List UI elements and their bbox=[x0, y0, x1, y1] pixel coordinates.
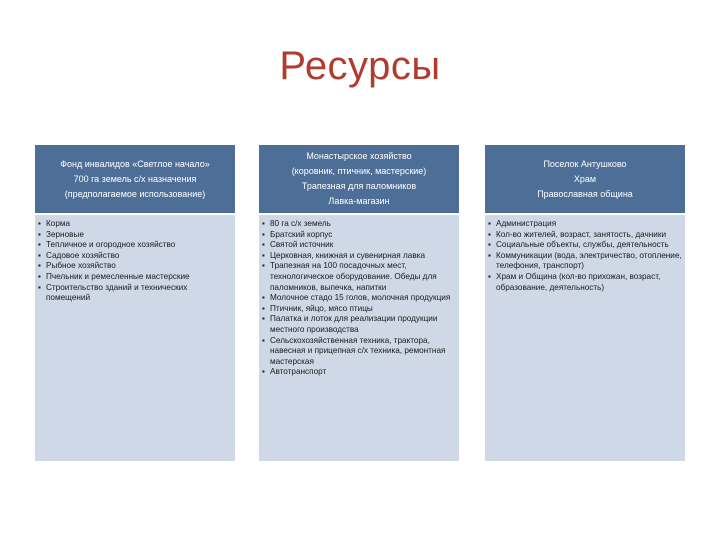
list-item: ▪ Социальные объекты, службы, деятельность bbox=[488, 240, 682, 251]
list-item: ▪ Трапезная на 100 посадочных мест, технологическое оборудование. Обеды для паломников, выпечка, напитки bbox=[262, 261, 456, 293]
list-item: ▪ 80 га с/х земель bbox=[262, 219, 456, 230]
header-line: Фонд инвалидов «Светлое начало» bbox=[60, 158, 210, 169]
column-header bbox=[35, 145, 235, 213]
list-item: ▪ Святой источник bbox=[262, 240, 456, 251]
resource-list bbox=[488, 219, 682, 293]
header-line: Лавка-магазин bbox=[328, 196, 390, 206]
column-header bbox=[485, 145, 685, 213]
column-body bbox=[485, 215, 685, 461]
list-item: ▪ Тепличное и огородное хозяйство bbox=[38, 240, 232, 251]
header-line: Поселок Антушково bbox=[543, 158, 627, 169]
header-line: (коровник, птичник, мастерские) bbox=[291, 166, 427, 176]
resource-column-monastery bbox=[259, 145, 459, 461]
header-line: Трапезная для паломников bbox=[301, 181, 417, 191]
list-item: ▪ Храм и Община (кол-во прихожан, возраст, образование, деятельность) bbox=[488, 272, 682, 293]
list-item: ▪ Кол-во жителей, возраст, занятость, дачники bbox=[488, 230, 682, 241]
list-item: ▪ Корма bbox=[38, 219, 232, 230]
header-line: Православная община bbox=[537, 188, 633, 199]
column-body bbox=[35, 215, 235, 461]
list-item: ▪ Братский корпус bbox=[262, 230, 456, 241]
column-header bbox=[259, 145, 459, 213]
list-item: ▪ Палатка и лоток для реализации продукции местного производства bbox=[262, 314, 456, 335]
resource-column-village bbox=[485, 145, 685, 461]
header-line: 700 га земель с/х назначения bbox=[73, 173, 197, 184]
list-item: ▪ Птичник, яйцо, мясо птицы bbox=[262, 304, 456, 315]
slide-title: Ресурсы bbox=[279, 44, 441, 88]
resource-column-fund bbox=[35, 145, 235, 461]
list-item: ▪ Зерновые bbox=[38, 230, 232, 241]
header-line: Монастырское хозяйство bbox=[306, 151, 412, 161]
list-item: ▪ Автотранспорт bbox=[262, 367, 456, 378]
header-line: Храм bbox=[573, 173, 597, 184]
list-item: ▪ Строительство зданий и технических помещений bbox=[38, 283, 232, 304]
list-item: ▪ Садовое хозяйство bbox=[38, 251, 232, 262]
list-item: ▪ Пчельник и ремесленные мастерские bbox=[38, 272, 232, 283]
resource-list bbox=[38, 219, 232, 304]
list-item: ▪ Коммуникации (вода, электричество, отопление, телефония, транспорт) bbox=[488, 251, 682, 272]
header-line: (предполагаемое использование) bbox=[64, 188, 206, 199]
list-item: ▪ Церковная, книжная и сувенирная лавка bbox=[262, 251, 456, 262]
resource-list bbox=[262, 219, 456, 378]
list-item: ▪ Администрация bbox=[488, 219, 682, 230]
list-item: ▪ Молочное стадо 15 голов, молочная продукция bbox=[262, 293, 456, 304]
column-body bbox=[259, 215, 459, 461]
list-item: ▪ Сельскохозяйственная техника, трактора, навесная и прицепная с/х техника, ремонтная мастерская bbox=[262, 336, 456, 368]
list-item: ▪ Рыбное хозяйство bbox=[38, 261, 232, 272]
